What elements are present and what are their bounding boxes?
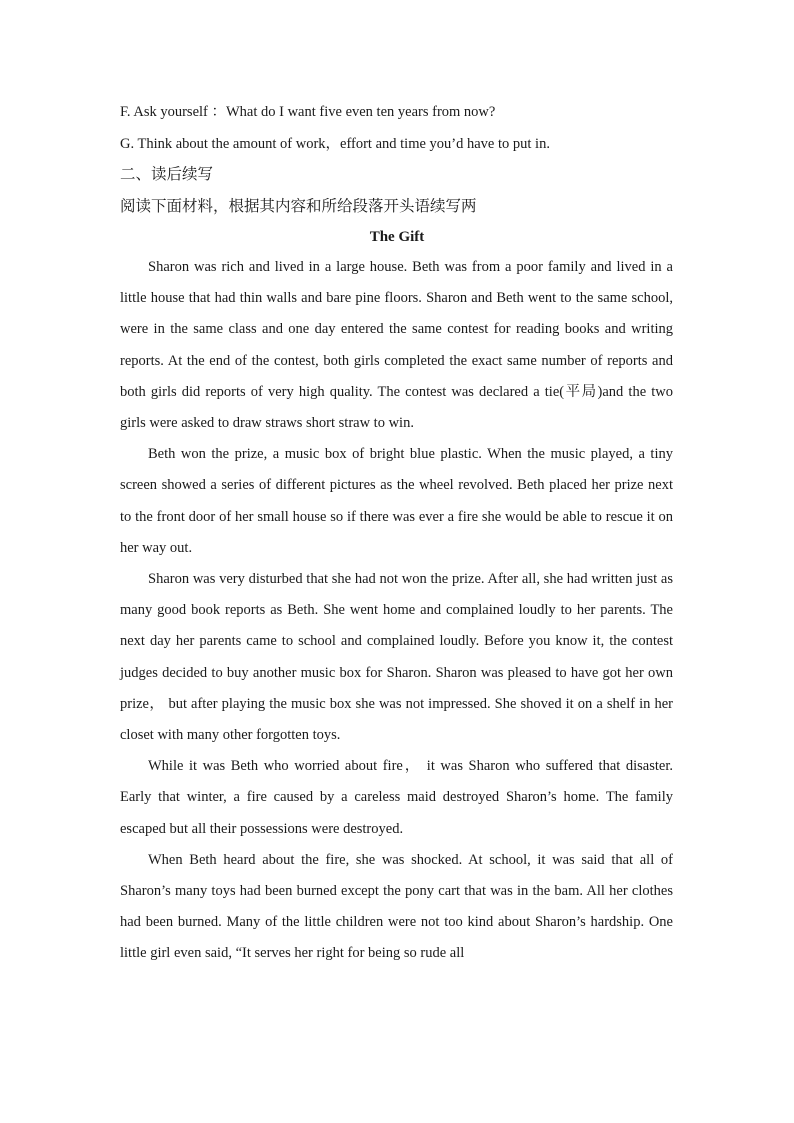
story-title: The Gift	[369, 229, 425, 245]
list-item-g: G. Think about the amount of work，effort and time you’d have to put in.	[120, 136, 550, 152]
list-item-f: F. Ask yourself ：What do I want five even ten years from now?	[120, 104, 496, 120]
story-paragraph-2: Beth won the prize, a music box of bright blue plastic. When the music played, a tiny screen showed a series of different pictures as the wheel revolved. Beth placed her prize next to the front door of her small house so if there was ever a fire she would be able to rescue it on her way out.	[120, 446, 673, 556]
story-paragraph-3: Sharon was very disturbed that she had not won the prize. After all, she had written just as many good book reports as Beth. She went home and complained loudly to her parents. The next day her parents came to school and complained loudly. Before you know it, the contest judges decided to buy another music box for Sharon. Sharon was pleased to have got her own prize， but after playing the music box she was not impressed. She shoved it on a shelf in her closet with many other forgotten toys.	[120, 571, 673, 744]
story-paragraph-4: While it was Beth who worried about fire， it was Sharon who suffered that disaster. Early that winter, a fire caused by a careless maid destroyed Sharon’s home. The family escaped but all their possessions were destroyed.	[120, 758, 673, 837]
story-paragraph-5: When Beth heard about the fire, she was shocked. At school, it was said that all of Sharon’s many toys had been burned except the pony cart that was in the bam. All her clothes had been burned. Many of the little children were not too kind about Sharon’s hardship. One little girl even said, “It serves her right for being so rude all	[120, 851, 673, 962]
story-paragraph-1: Sharon was rich and lived in a large house. Beth was from a poor family and lived in a little house that had thin walls and bare pine floors. Sharon and Beth went to the same school, were in the same class and one day entered the same contest for reading books and writing reports. At the end of the contest, both girls completed the exact same number of reports and both girls did reports of very high quality. The contest was declared a tie(平局)and the two girls were asked to draw straws short straw to win.	[120, 259, 673, 432]
instruction-text: 阅读下面材料，根据其内容和所给段落开头语续写两	[120, 197, 477, 215]
story-body	[120, 252, 673, 970]
section-heading: 二、读后续写	[120, 165, 214, 183]
